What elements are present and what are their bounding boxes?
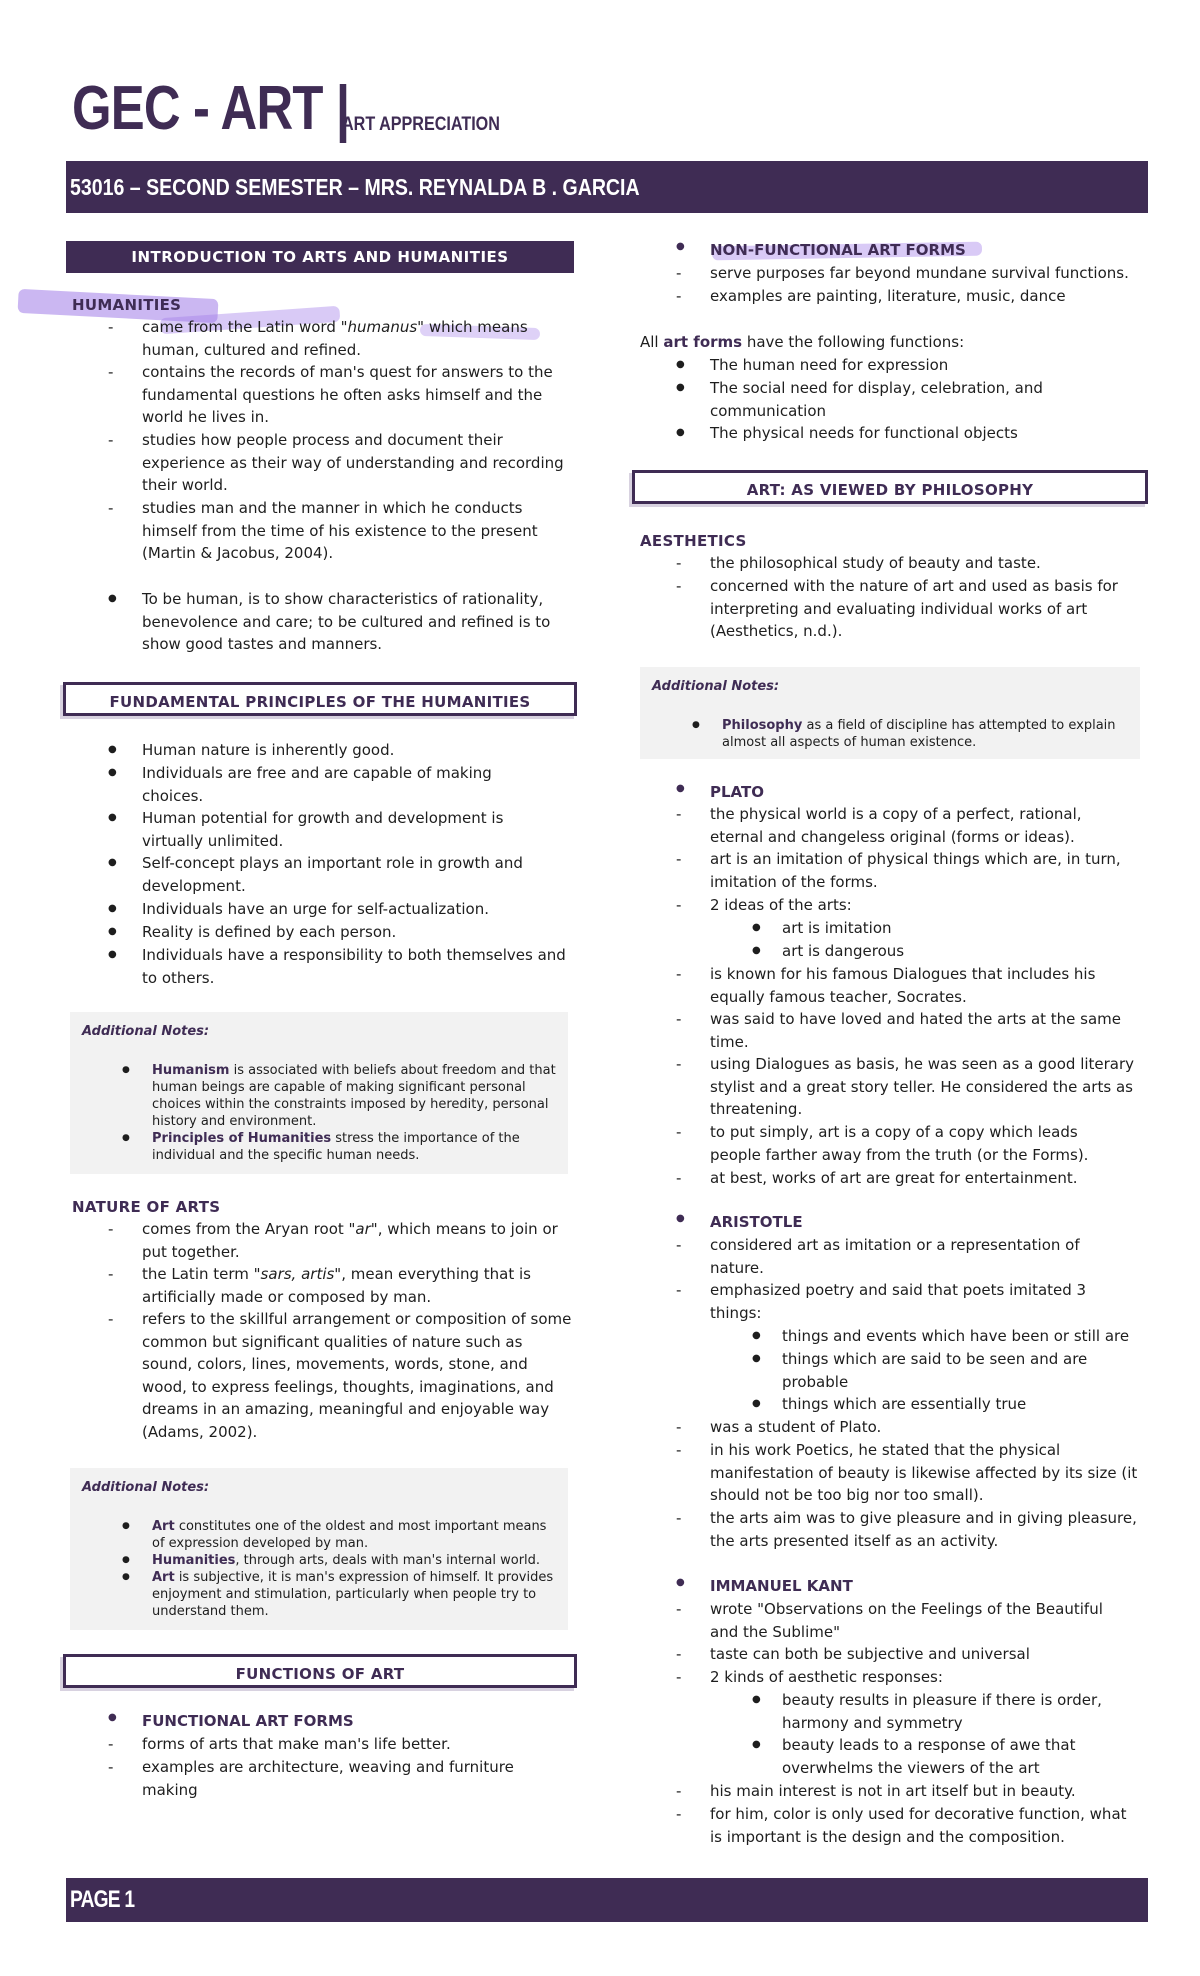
notes-title: Additional Notes: [652,679,780,694]
kant-item: - taste can both be subjective and universal [710,1643,1140,1666]
nature-heading: NATURE OF ARTS [72,1198,221,1216]
note-item [152,1518,560,1552]
text: , which means to join or put together. [142,1220,558,1261]
course-bar [66,161,1148,213]
plato-subitem: ● art is dangerous [782,940,1132,963]
text: "sars, artis" [253,1265,342,1283]
nonfunctional-heading: ● NON-FUNCTIONAL ART FORMS [710,241,966,259]
functional-item: - forms of arts that make man's life better. [142,1733,572,1756]
text: which means [424,318,528,336]
text: Philosophy [722,718,803,733]
aristotle-subitem: ● things which are said to be seen and are probable [782,1348,1112,1393]
aristotle-item: - considered art as imitation or a representation of nature. [710,1234,1120,1279]
note-item [152,1569,560,1620]
function-item: ● The physical needs for functional objects [710,422,1140,445]
functions-intro [640,331,1140,354]
plato-item: - at best, works of art are great for entertainment. [710,1167,1140,1190]
nature-item [142,1263,572,1308]
humanities-heading: HUMANITIES [72,296,182,314]
text: constitutes one of the oldest and most important means of expression developed by man. [152,1519,547,1551]
nonfunctional-item: - serve purposes far beyond mundane survival functions. [710,262,1150,285]
text: , mean everything that is artificially made or composed by man. [142,1265,531,1306]
kant-subitem: ● beauty results in pleasure if there is order, harmony and symmetry [782,1689,1122,1734]
notes-title: Additional Notes: [82,1480,210,1495]
plato-item: - to put simply, art is a copy of a copy which leads people farther away from the truth (or the Forms). [710,1121,1120,1166]
aristotle-item: - was a student of Plato. [710,1416,1140,1439]
principle-item: ● Human nature is inherently good. [142,739,572,762]
humanities-item: - contains the records of man's quest for answers to the fundamental questions he often asks himself and the world he lives in. [142,361,572,429]
plato-item: - was said to have loved and hated the arts at the same time. [710,1008,1140,1053]
aristotle-item: - the arts aim was to give pleasure and in giving pleasure, the arts presented itself as an activity. [710,1507,1140,1552]
aristotle-subitem: ● things and events which have been or still are [782,1325,1142,1348]
page-footer-bar [66,1878,1148,1922]
principle-item: ● Individuals are free and are capable of making choices. [142,762,542,807]
note-item [722,717,1130,751]
plato-item: - is known for his famous Dialogues that includes his equally famous teacher, Socrates. [710,963,1130,1008]
humanities-item: - studies man and the manner in which he conducts himself from the time of his existence to the present (Martin & Jacobus, 2004). [142,497,572,565]
plato-subitem: ● art is imitation [782,917,1132,940]
kant-item: - 2 kinds of aesthetic responses: [710,1666,1140,1689]
aristotle-item: - emphasized poetry and said that poets imitated 3 things: [710,1279,1120,1324]
text: "humanus" [340,318,425,336]
nature-item [142,1218,572,1263]
principle-item: ● Human potential for growth and development is virtually unlimited. [142,807,542,852]
course-bar-text: 53016 – SECOND SEMESTER – MRS. REYNALDA B . GARCIA [70,174,640,200]
function-item: ● The human need for expression [710,354,1140,377]
text: have the following functions: [742,333,965,351]
text: the Latin term [142,1265,254,1283]
text: as a field of discipline has attempted to explain almost all aspects of human existence. [722,718,1116,750]
text: comes from the Aryan root [142,1220,349,1238]
aristotle-subitem: ● things which are essentially true [782,1393,1142,1416]
text: Art [152,1519,175,1534]
note-item [152,1062,560,1130]
functions-section-header: FUNCTIONS OF ART [63,1654,577,1688]
philosophy-section-header: ART: AS VIEWED BY PHILOSOPHY [632,470,1148,504]
principle-item: ● Individuals have an urge for self-actualization. [142,898,572,921]
text: art forms [663,333,743,351]
functional-item: - examples are architecture, weaving and furniture making [142,1756,542,1801]
principles-section-header: FUNDAMENTAL PRINCIPLES OF THE HUMANITIES [63,682,577,716]
principle-item: ● Reality is defined by each person. [142,921,572,944]
text: , through arts, deals with man's internal world. [235,1553,541,1568]
text: came from the Latin word [142,318,341,336]
text: "ar" [348,1220,378,1238]
aesthetics-heading: AESTHETICS [640,532,747,550]
document-title: GEC - ART | [72,74,350,143]
humanities-item: - studies how people process and document their experience as their way of understanding and recording their world. [142,429,572,497]
principle-item: ● Self-concept plays an important role in growth and development. [142,852,542,897]
document-title-area [72,74,528,143]
text: is associated with beliefs about freedom and that human beings are capable of making significant personal choices within the constraints imposed by heredity, personal history and environment. [152,1063,556,1129]
aristotle-heading: ● ARISTOTLE [710,1213,803,1231]
note-item [152,1130,560,1164]
plato-item: - art is an imitation of physical things which are, in turn, imitation of the forms. [710,848,1140,893]
kant-heading: ● IMMANUEL KANT [710,1577,853,1595]
text: Art [152,1570,175,1585]
kant-subitem: ● beauty leads to a response of awe that overwhelms the viewers of the art [782,1734,1122,1779]
text: Principles of Humanities [152,1131,332,1146]
humanities-bullet: ● To be human, is to show characteristics of rationality, benevolence and care; to be cultured and refined is to show good tastes and manners. [142,588,572,656]
text: human, cultured and refined. [142,340,362,359]
text: Humanities [152,1553,236,1568]
text: Humanism [152,1063,230,1078]
note-item [152,1552,560,1569]
plato-item: - the physical world is a copy of a perfect, rational, eternal and changeless original (forms or ideas). [710,803,1110,848]
text: is subjective, it is man's expression of himself. It provides enjoyment and stimulation, particularly when people try to understand them. [152,1570,554,1619]
text: stress the importance of the individual and the specific human needs. [152,1131,520,1163]
function-item: ● The social need for display, celebration, and communication [710,377,1090,422]
aristotle-item: - in his work Poetics, he stated that the physical manifestation of beauty is likewise affected by its size (it should not be too big nor too small). [710,1439,1140,1507]
plato-item: - using Dialogues as basis, he was seen as a good literary stylist and a great story teller. He considered the arts as threatening. [710,1053,1140,1121]
humanities-item [142,316,572,361]
nature-item: - refers to the skillful arrangement or composition of some common but significant qualities of nature such as sound, colors, lines, movements, words, stone, and wood, to express feelings, thoughts, imaginations, and dreams in an amazing, meaningful and enjoyable way (Adams, 2002). [142,1308,572,1443]
kant-item: - wrote "Observations on the Feelings of the Beautiful and the Sublime" [710,1598,1130,1643]
plato-item: - 2 ideas of the arts: [710,894,1140,917]
aesthetics-item: - concerned with the nature of art and used as basis for interpreting and evaluating individual works of art (Aesthetics, n.d.). [710,575,1140,643]
kant-item: - for him, color is only used for decorative function, what is important is the design and the composition. [710,1803,1140,1848]
notes-title: Additional Notes: [82,1024,210,1039]
page-number: PAGE 1 [70,1886,135,1913]
nonfunctional-item: - examples are painting, literature, music, dance [710,285,1150,308]
document-subtitle: ART APPRECIATION [342,114,500,135]
plato-heading: ● PLATO [710,783,764,801]
functional-heading: ● FUNCTIONAL ART FORMS [142,1712,354,1730]
kant-item: - his main interest is not in art itself but in beauty. [710,1780,1140,1803]
principle-item: ● Individuals have a responsibility to both themselves and to others. [142,944,572,989]
aesthetics-item: - the philosophical study of beauty and taste. [710,552,1140,575]
intro-section-header: INTRODUCTION TO ARTS AND HUMANITIES [66,241,574,273]
text: All [640,333,664,351]
